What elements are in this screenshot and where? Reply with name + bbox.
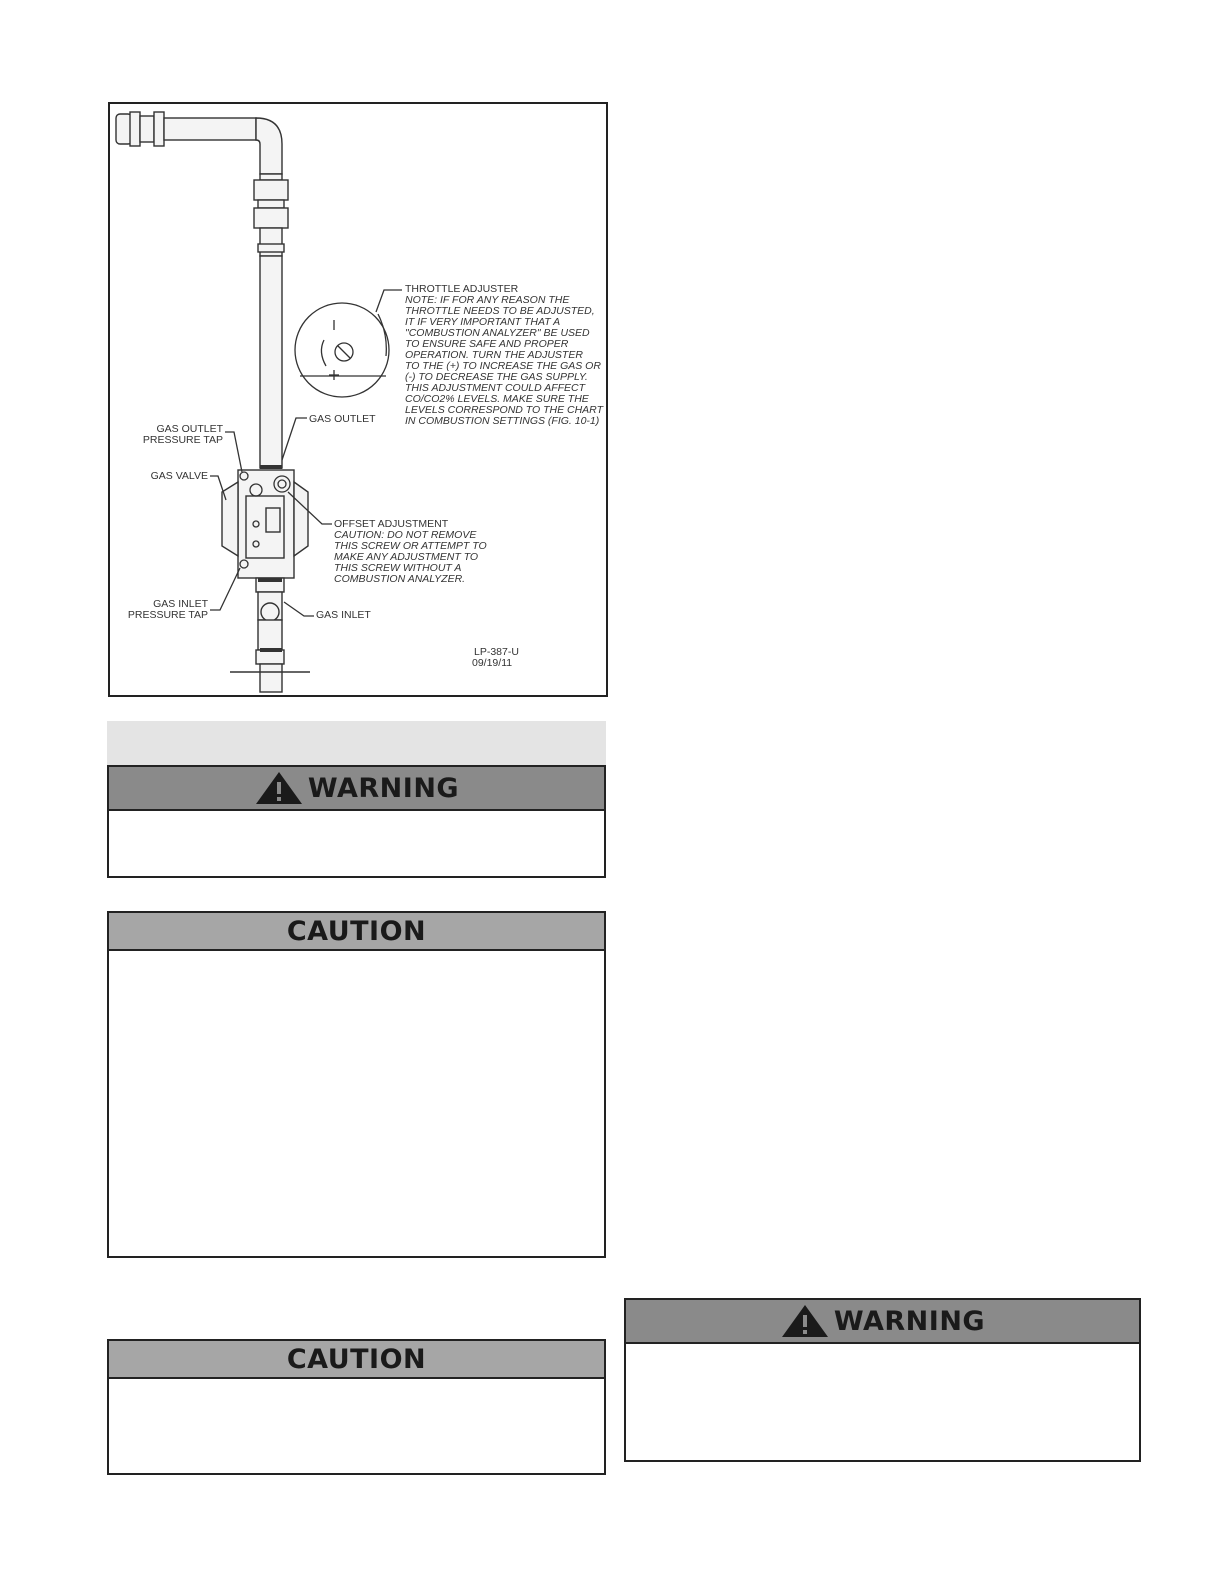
warning-title: WARNING (307, 772, 460, 804)
caution-box (107, 1339, 606, 1475)
gas-inlet-pressure-tap-label: PRESSURE TAP (127, 609, 208, 621)
drawing-number: LP-387-U (474, 646, 519, 658)
throttle-note-line: TO THE (+) TO INCREASE THE GAS OR (405, 360, 601, 372)
throttle-note-line: CO/CO2% LEVELS. MAKE SURE THE (405, 393, 589, 405)
offset-note-line: COMBUSTION ANALYZER. (334, 573, 466, 585)
offset-note-line: THIS SCREW OR ATTEMPT TO (334, 540, 487, 552)
offset-note-line: CAUTION: DO NOT REMOVE (334, 529, 477, 541)
section-band (107, 721, 606, 765)
warning-title: WARNING (833, 1305, 986, 1337)
throttle-note-line: TO ENSURE SAFE AND PROPER (405, 338, 569, 350)
drawing-date: 09/19/11 (472, 657, 513, 669)
warning-header (109, 767, 604, 811)
gas-valve-figure (108, 102, 608, 697)
caution-header (109, 1341, 604, 1379)
warning-box (107, 765, 606, 878)
caution-title: CAUTION (286, 915, 427, 947)
warning-header (626, 1300, 1139, 1344)
offset-note-line: MAKE ANY ADJUSTMENT TO (334, 551, 479, 563)
throttle-note-line: NOTE: IF FOR ANY REASON THE (405, 294, 570, 306)
offset-note-line: THIS SCREW WITHOUT A (334, 562, 462, 574)
throttle-note-line: THROTTLE NEEDS TO BE ADJUSTED, (405, 305, 595, 317)
caution-title: CAUTION (286, 1343, 427, 1375)
throttle-note-line: IT IF VERY IMPORTANT THAT A (405, 316, 561, 328)
throttle-note-line: THIS ADJUSTMENT COULD AFFECT (405, 382, 586, 394)
caution-header (109, 913, 604, 951)
caution-box (107, 911, 606, 1258)
offset-adjustment-label: OFFSET ADJUSTMENT (334, 518, 449, 530)
throttle-note-line: IN COMBUSTION SETTINGS (FIG. 10-1) (405, 415, 600, 427)
warning-triangle-icon (254, 770, 304, 806)
throttle-note-line: (-) TO DECREASE THE GAS SUPPLY. (405, 371, 588, 383)
warning-box (624, 1298, 1141, 1462)
gas-inlet-pressure-tap-label: GAS INLET (153, 598, 208, 610)
gas-valve-label: GAS VALVE (150, 470, 208, 482)
throttle-note-line: OPERATION. TURN THE ADJUSTER (405, 349, 583, 361)
warning-triangle-icon (780, 1303, 830, 1339)
throttle-note-line: "COMBUSTION ANALYZER" BE USED (405, 327, 590, 339)
throttle-note-line: LEVELS CORRESPOND TO THE CHART (405, 404, 603, 416)
gas-outlet-pressure-tap-label: PRESSURE TAP (142, 434, 223, 446)
gas-outlet-pressure-tap-label: GAS OUTLET (156, 423, 223, 435)
gas-outlet-label: GAS OUTLET (309, 413, 376, 425)
throttle-adjuster-label: THROTTLE ADJUSTER (405, 283, 519, 295)
gas-inlet-label: GAS INLET (316, 609, 371, 621)
